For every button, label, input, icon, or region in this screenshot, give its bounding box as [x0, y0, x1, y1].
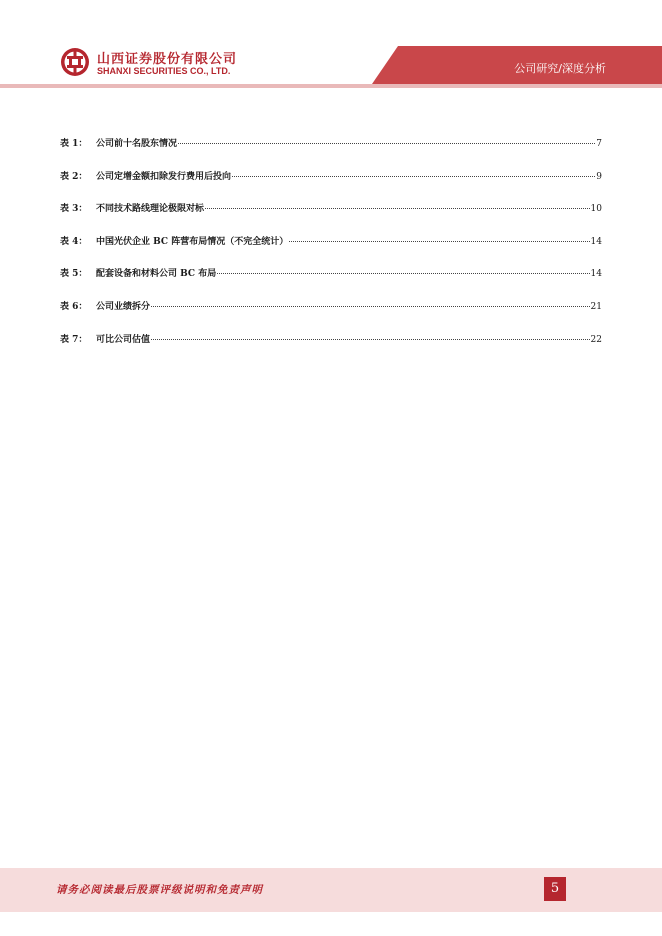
disclaimer-notice: 请务必阅读最后股票评级说明和免责声明: [56, 884, 263, 896]
toc-entry-label: 表 2：: [60, 171, 88, 182]
toc-leader-dots: [151, 339, 590, 340]
toc-entry-page: 14: [590, 269, 602, 280]
toc-leader-dots: [217, 273, 589, 274]
toc-entry-title: 公司业绩拆分: [96, 301, 151, 312]
header-banner: [0, 0, 662, 90]
toc-entry-label: 表 7：: [60, 334, 88, 345]
toc-entry[interactable]: [60, 234, 602, 250]
page-number: 5: [544, 877, 566, 901]
toc-entry-label: 表 4：: [60, 236, 88, 247]
page-footer: [0, 868, 662, 912]
toc-leader-dots: [289, 241, 589, 242]
toc-entry-page: 14: [590, 236, 602, 247]
toc-entry-page: 7: [596, 139, 602, 149]
toc-entry[interactable]: [60, 299, 602, 315]
toc-entry-page: 10: [590, 204, 602, 215]
toc-entry[interactable]: [60, 201, 602, 217]
toc-entry-label: 表 5：: [60, 269, 88, 280]
toc-entry-page: 22: [590, 334, 602, 345]
toc-entry-title: 配套设备和材料公司 BC 布局: [96, 269, 217, 280]
toc-entry-page: 21: [590, 301, 602, 312]
toc-leader-dots: [178, 143, 595, 144]
toc-entry[interactable]: [60, 266, 602, 282]
toc-entry-label: 表 6：: [60, 301, 88, 312]
toc-entry-title: 中国光伏企业 BC 阵营布局情况（不完全统计）: [96, 236, 289, 247]
toc-entry-title: 公司前十名股东情况: [96, 139, 178, 149]
toc-entry-title: 可比公司估值: [96, 334, 151, 345]
toc-entry-page: 9: [596, 171, 602, 182]
toc-entry[interactable]: [60, 332, 602, 348]
toc-entry[interactable]: [60, 169, 602, 185]
toc-entry-title: 公司定增金额扣除发行费用后投向: [96, 171, 232, 182]
report-type-label: 公司研究/深度分析: [514, 62, 606, 75]
toc-entry-label: 表 1：: [60, 139, 88, 149]
table-of-tables: [60, 136, 602, 364]
company-name-en: SHANXI SECURITIES CO., LTD.: [97, 66, 231, 76]
toc-leader-dots: [232, 176, 595, 177]
company-logo-icon: [60, 47, 90, 77]
toc-entry[interactable]: [60, 136, 602, 152]
toc-leader-dots: [205, 208, 590, 209]
page-header: [0, 0, 662, 90]
company-name-cn: 山西证券股份有限公司: [97, 52, 238, 67]
toc-entry-label: 表 3：: [60, 204, 88, 215]
toc-leader-dots: [151, 306, 590, 307]
toc-entry-title: 不同技术路线理论极限对标: [96, 204, 205, 215]
